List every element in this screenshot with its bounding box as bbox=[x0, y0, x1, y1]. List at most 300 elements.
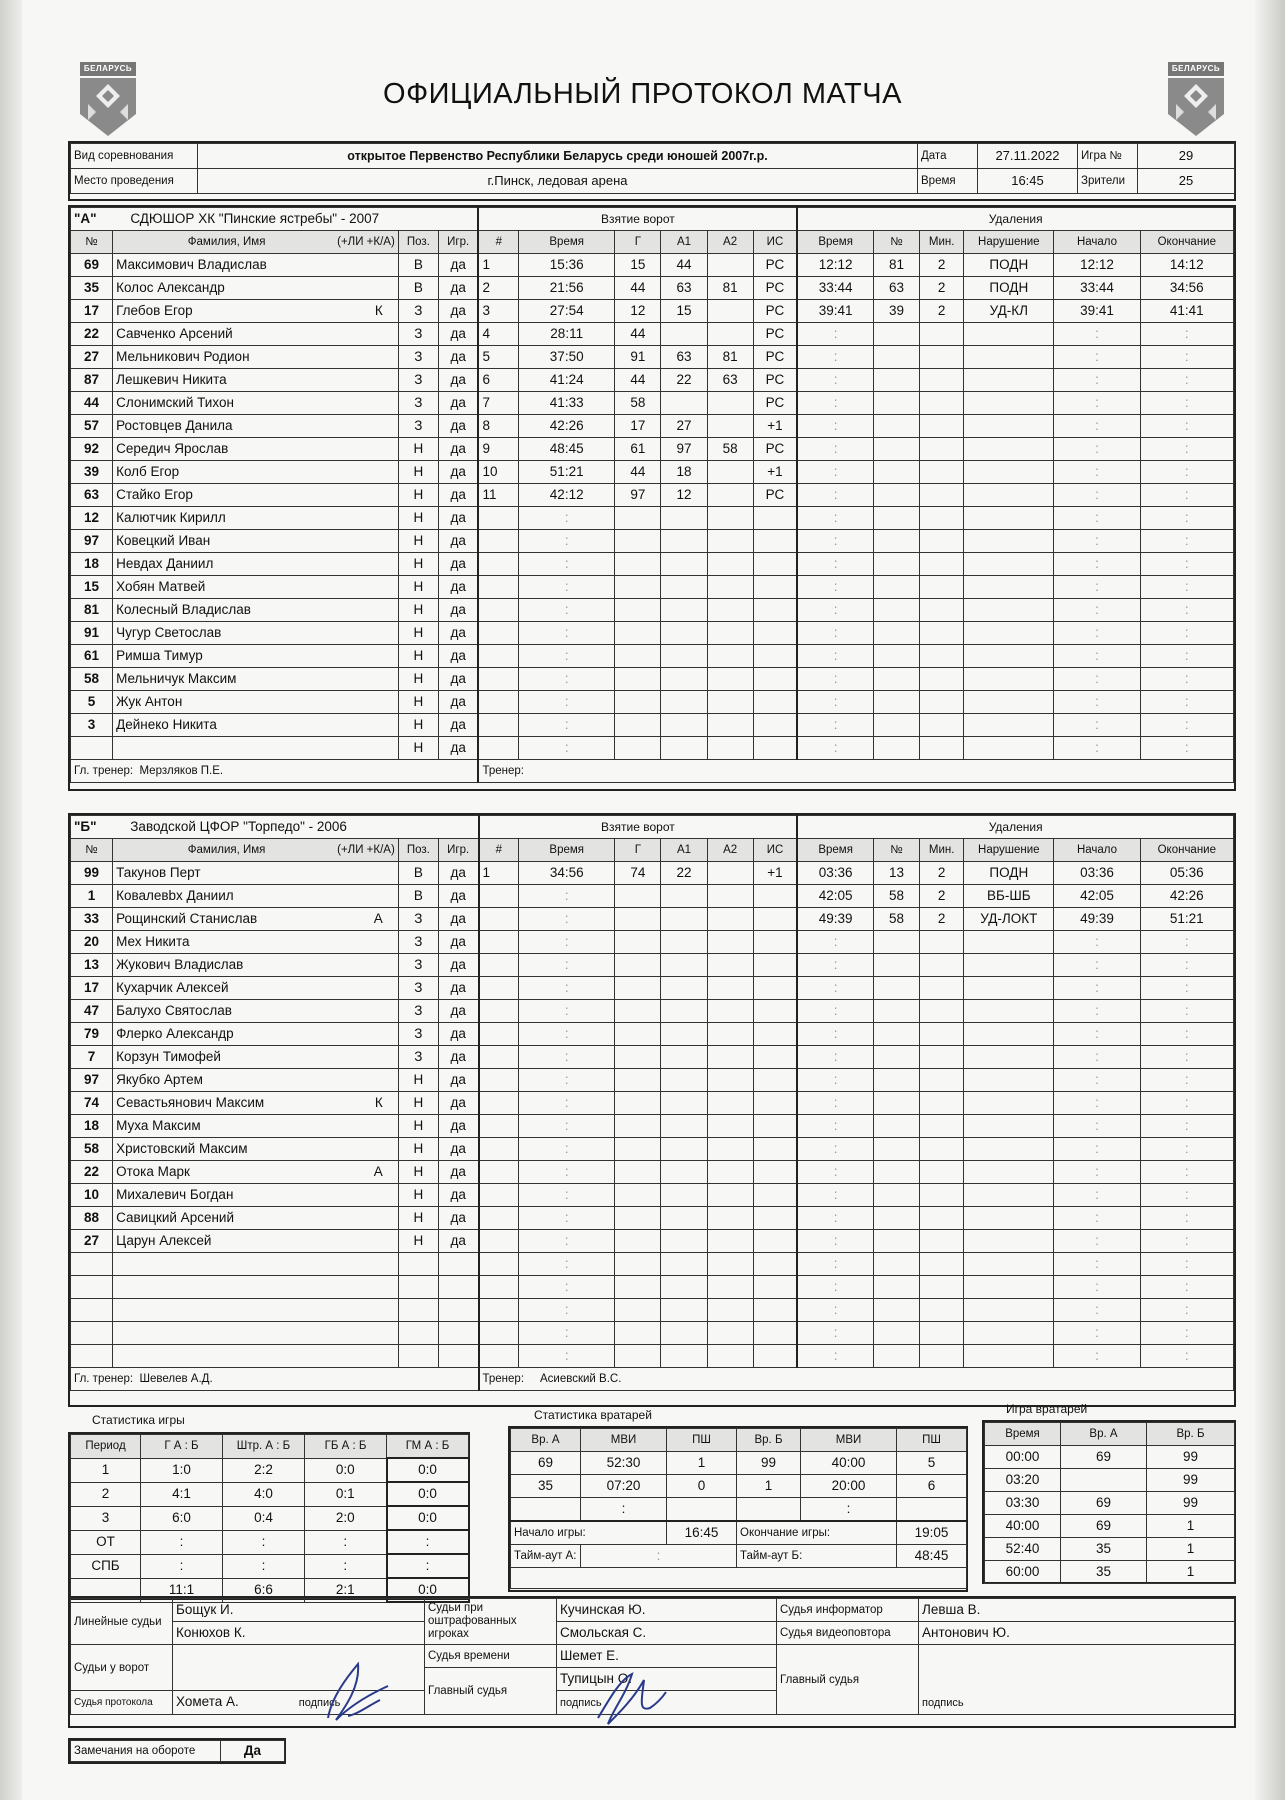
goal-time: 48:45 bbox=[519, 438, 615, 461]
player-pos: З bbox=[398, 323, 438, 346]
game-stats-cell: 2:1 bbox=[305, 1578, 387, 1602]
player-pos: В bbox=[398, 277, 438, 300]
player-played: да bbox=[438, 277, 478, 300]
goal-a1: 63 bbox=[661, 277, 707, 300]
video-judge-label: Судья видеоповтора bbox=[777, 1622, 919, 1645]
goalie-stats-title: Статистика вратарей bbox=[534, 1408, 652, 1422]
remarks-label: Замечания на обороте bbox=[71, 1741, 221, 1762]
player-row: 74 Севастьянович Максим К Н да : : : : bbox=[71, 1092, 1234, 1115]
goals-title: Взятие ворот bbox=[479, 816, 798, 839]
timeout-a-label: Тайм-аут А: bbox=[511, 1545, 581, 1568]
player-played: да bbox=[438, 622, 478, 645]
player-number: 58 bbox=[71, 668, 113, 691]
penalty-violation: УД-ЛОКТ bbox=[964, 908, 1054, 931]
goalie-play-cell: 1 bbox=[1147, 1538, 1235, 1561]
goalie-stats-cell: 07:20 bbox=[581, 1475, 667, 1498]
goalie-play-row bbox=[985, 1492, 1235, 1515]
scorekeeper: Хомета А. bbox=[176, 1694, 239, 1709]
player-pos: Н bbox=[398, 1184, 438, 1207]
player-pos: Н bbox=[398, 668, 438, 691]
game-stats-title: Статистика игры bbox=[92, 1413, 185, 1427]
goalie-play-header: Время bbox=[985, 1423, 1061, 1446]
goalie-stats-cell: 1 bbox=[667, 1452, 737, 1475]
player-name: Жук Антон bbox=[116, 694, 183, 709]
player-pos bbox=[398, 1345, 438, 1368]
player-number: 5 bbox=[71, 691, 113, 714]
player-name: Колесный Владислав bbox=[116, 602, 251, 617]
player-row: 97 Якубко Артем Н да : : : : bbox=[71, 1069, 1234, 1092]
penalty-start: 39:41 bbox=[1054, 300, 1140, 323]
penalty-end: 14:12 bbox=[1140, 254, 1233, 277]
player-number: 20 bbox=[71, 931, 113, 954]
player-row: 39 Колб Егор Н да 10 51:21 44 18 +1 : : : bbox=[71, 461, 1234, 484]
player-row bbox=[71, 300, 1234, 323]
player-pos bbox=[398, 1299, 438, 1322]
player-pos: З bbox=[398, 954, 438, 977]
player-pos: Н bbox=[398, 622, 438, 645]
player-row: 27 Царун Алексей Н да : : : : bbox=[71, 1230, 1234, 1253]
date-label: Дата bbox=[918, 144, 978, 169]
goal-g: 44 bbox=[615, 323, 661, 346]
game-stats-cell: 2:0 bbox=[305, 1506, 387, 1530]
penalty-violation: ВБ-ШБ bbox=[964, 885, 1054, 908]
player-played: да bbox=[438, 1115, 478, 1138]
player-number: 27 bbox=[71, 1230, 113, 1253]
goal-number: 1 bbox=[479, 862, 519, 885]
goalie-play-cell: 40:00 bbox=[985, 1515, 1061, 1538]
player-played: да bbox=[438, 1230, 478, 1253]
player-name: Якубко Артем bbox=[116, 1072, 203, 1087]
time-value: 16:45 bbox=[978, 169, 1078, 194]
goal-is: РС bbox=[753, 254, 797, 277]
penalty-end: 42:26 bbox=[1140, 885, 1233, 908]
player-name: Отока Марк bbox=[116, 1164, 190, 1179]
player-row bbox=[71, 254, 1234, 277]
goalie-play-cell: 03:20 bbox=[985, 1469, 1061, 1492]
player-pos: З bbox=[398, 1000, 438, 1023]
player-name: Христовский Максим bbox=[116, 1141, 248, 1156]
player-row: 47 Балухо Святослав З да : : : : bbox=[71, 1000, 1234, 1023]
goal-a1: 97 bbox=[661, 438, 707, 461]
player-row: 63 Стайко Егор Н да 11 42:12 97 12 РС : : : bbox=[71, 484, 1234, 507]
venue-value: г.Пинск, ледовая арена bbox=[198, 169, 918, 194]
player-number bbox=[71, 1276, 113, 1299]
player-pos: Н bbox=[398, 438, 438, 461]
game-stats-cell: 0:0 bbox=[387, 1578, 469, 1602]
goal-is: РС bbox=[753, 369, 797, 392]
goal-number: 5 bbox=[478, 346, 518, 369]
linesmen-label: Линейные судьи bbox=[71, 1599, 173, 1645]
player-name: Глебов Егор bbox=[116, 303, 193, 318]
goal-number: 9 bbox=[478, 438, 518, 461]
competition-value: открытое Первенство Республики Беларусь среди юношей 2007г.р. bbox=[198, 144, 918, 169]
team-letter: "Б" bbox=[74, 819, 97, 834]
goal-is: РС bbox=[753, 438, 797, 461]
team-name: Заводской ЦФОР "Торпедо" - 2006 bbox=[130, 819, 347, 834]
player-pos: З bbox=[398, 1023, 438, 1046]
player-row: 57 Ростовцев Данила З да 8 42:26 17 27 +1 : : : bbox=[71, 415, 1234, 438]
goalie-play-row bbox=[985, 1538, 1235, 1561]
penalty-end: 34:56 bbox=[1140, 277, 1233, 300]
goal-number: 6 bbox=[478, 369, 518, 392]
penalties-title: Удаления bbox=[797, 208, 1233, 231]
player-played: да bbox=[438, 737, 478, 760]
player-row bbox=[71, 862, 1234, 885]
player-name: Чугур Светослав bbox=[116, 625, 222, 640]
player-played: да bbox=[438, 438, 478, 461]
player-pos: Н bbox=[398, 645, 438, 668]
goal-number: 3 bbox=[478, 300, 518, 323]
penalty-start: 12:12 bbox=[1054, 254, 1140, 277]
game-stats-cell: 0:0 bbox=[387, 1482, 469, 1506]
player-row: 22 Отока Марк А Н да : : : : bbox=[71, 1161, 1234, 1184]
player-pos: Н bbox=[398, 714, 438, 737]
goal-a1 bbox=[661, 323, 707, 346]
game-stats-table bbox=[68, 1432, 470, 1600]
coach-name: Мерзляков П.Е. bbox=[139, 765, 224, 777]
player-pos: Н bbox=[398, 599, 438, 622]
col-goal-is: ИС bbox=[753, 231, 797, 254]
penalty-violation: УД-КЛ bbox=[964, 300, 1054, 323]
goalie-play-cell: 60:00 bbox=[985, 1561, 1061, 1584]
game-start: 16:45 bbox=[667, 1521, 737, 1545]
player-row: 79 Флерко Александр З да : : : : bbox=[71, 1023, 1234, 1046]
game-stats-cell: СПБ bbox=[71, 1554, 141, 1578]
remarks-value: Да bbox=[221, 1741, 285, 1762]
game-stats-header: Г А : Б bbox=[141, 1435, 223, 1459]
player-pos: Н bbox=[398, 507, 438, 530]
player-played: да bbox=[438, 300, 478, 323]
goal-g: 15 bbox=[615, 254, 661, 277]
player-pos: Н bbox=[398, 1115, 438, 1138]
penalty-no: 39 bbox=[873, 300, 919, 323]
player-row: 5 Жук Антон Н да : : : : bbox=[71, 691, 1234, 714]
competition-label: Вид соревнования bbox=[71, 144, 198, 169]
goalie-play-header: Вр. Б bbox=[1147, 1423, 1235, 1446]
penalty-judge-1: Кучинская Ю. bbox=[557, 1599, 777, 1622]
signature-label-3: подпись bbox=[922, 1697, 964, 1709]
coach-label: Гл. тренер: bbox=[74, 765, 134, 777]
goal-time: 51:21 bbox=[519, 461, 615, 484]
player-number: 7 bbox=[71, 1046, 113, 1069]
col-name: Фамилия, Имя bbox=[187, 236, 266, 248]
player-number: 17 bbox=[71, 300, 113, 323]
player-played: да bbox=[438, 461, 478, 484]
goal-a2 bbox=[707, 254, 753, 277]
game-stats-header: ГБ А : Б bbox=[305, 1435, 387, 1459]
goal-g: 97 bbox=[615, 484, 661, 507]
player-row: 61 Римша Тимур Н да : : : : bbox=[71, 645, 1234, 668]
goalie-stats-header: Вр. Б bbox=[737, 1429, 801, 1452]
player-mark: А bbox=[373, 1164, 383, 1179]
game-stats-row bbox=[71, 1458, 469, 1482]
player-row: 92 Середич Ярослав Н да 9 48:45 61 97 58 РС : : : bbox=[71, 438, 1234, 461]
goal-number: 4 bbox=[478, 323, 518, 346]
player-number: 99 bbox=[71, 862, 113, 885]
player-number bbox=[71, 1322, 113, 1345]
goal-a1: 12 bbox=[661, 484, 707, 507]
timeout-b-label: Тайм-аут Б: bbox=[737, 1545, 897, 1568]
player-name: Савченко Арсений bbox=[116, 326, 233, 341]
player-row: 15 Хобян Матвей Н да : : : : bbox=[71, 576, 1234, 599]
scorekeeper-label: Судья протокола bbox=[71, 1691, 173, 1715]
goalie-play-title: Игра вратарей bbox=[1006, 1402, 1088, 1416]
player-played: да bbox=[438, 553, 478, 576]
game-stats-cell: 0:0 bbox=[387, 1506, 469, 1530]
player-pos bbox=[398, 1322, 438, 1345]
penalty-violation: ПОДН bbox=[964, 277, 1054, 300]
player-name: Стайко Егор bbox=[116, 487, 193, 502]
player-played: да bbox=[438, 668, 478, 691]
player-number: 44 bbox=[71, 392, 113, 415]
signature-label-1: подпись bbox=[298, 1697, 341, 1709]
player-name: Хобян Матвей bbox=[116, 579, 206, 594]
player-name: Колб Егор bbox=[116, 464, 180, 479]
player-row: 1 Ковалевbх Даниил В да : 42:05 58 2 ВБ-ШБ 42:05 42:26 bbox=[71, 885, 1234, 908]
player-pos: Н bbox=[398, 461, 438, 484]
col-played: Игр. bbox=[438, 839, 478, 862]
goalie-stats-cell bbox=[737, 1498, 801, 1522]
coach-label: Гл. тренер: bbox=[74, 1373, 134, 1385]
goal-is: +1 bbox=[753, 862, 797, 885]
goal-number: 8 bbox=[478, 415, 518, 438]
player-played: да bbox=[438, 1046, 478, 1069]
goalie-stats-row bbox=[511, 1452, 967, 1475]
penalty-start: 49:39 bbox=[1054, 908, 1140, 931]
referee: Тупицын О. bbox=[557, 1668, 777, 1691]
goalie-play-header: Вр. А bbox=[1061, 1423, 1147, 1446]
col-name: Фамилия, Имя bbox=[187, 844, 266, 856]
goalie-stats-header: МВИ bbox=[581, 1429, 667, 1452]
goalie-stats-cell: 35 bbox=[511, 1475, 581, 1498]
player-pos: З bbox=[398, 392, 438, 415]
player-row: 13 Жукович Владислав З да : : : : bbox=[71, 954, 1234, 977]
goalie-stats-header: Вр. А bbox=[511, 1429, 581, 1452]
goalie-play-row bbox=[985, 1561, 1235, 1584]
col-pen-violation: Нарушение bbox=[964, 839, 1054, 862]
goal-time: 34:56 bbox=[519, 862, 615, 885]
player-played: да bbox=[438, 1092, 478, 1115]
player-number: 33 bbox=[71, 908, 113, 931]
player-number: 92 bbox=[71, 438, 113, 461]
game-stats-cell: 4:0 bbox=[223, 1482, 305, 1506]
player-pos: Н bbox=[398, 1138, 438, 1161]
date-value: 27.11.2022 bbox=[978, 144, 1078, 169]
col-played: Игр. bbox=[438, 231, 478, 254]
goalie-play-table bbox=[982, 1420, 1236, 1584]
player-number bbox=[71, 1299, 113, 1322]
goalie-play-cell bbox=[1061, 1469, 1147, 1492]
linesman-2: Конюхов К. bbox=[173, 1622, 425, 1645]
spectators-value: 25 bbox=[1138, 169, 1235, 194]
signature-scribble-1 bbox=[318, 1656, 398, 1726]
goalie-stats-table bbox=[508, 1426, 968, 1592]
goalie-stats-header: ПШ bbox=[897, 1429, 967, 1452]
player-row: 81 Колесный Владислав Н да : : : : bbox=[71, 599, 1234, 622]
player-name: Ковецкий Иван bbox=[116, 533, 211, 548]
player-name: Максимович Владислав bbox=[116, 257, 267, 272]
goalie-play-cell: 99 bbox=[1147, 1492, 1235, 1515]
goalie-play-cell: 1 bbox=[1147, 1515, 1235, 1538]
player-row: 20 Мех Никита З да : : : : bbox=[71, 931, 1234, 954]
goalie-stats-row bbox=[511, 1498, 967, 1522]
goals-title: Взятие ворот bbox=[478, 208, 797, 231]
player-played: да bbox=[438, 1184, 478, 1207]
penalty-min: 2 bbox=[920, 885, 964, 908]
player-name: Ростовцев Данила bbox=[116, 418, 233, 433]
col-name-extra: (+ЛИ +К/А) bbox=[337, 236, 395, 248]
col-pen-time: Время bbox=[797, 231, 873, 254]
goal-number: 10 bbox=[478, 461, 518, 484]
player-row: 22 Савченко Арсений З да 4 28:11 44 РС : : : bbox=[71, 323, 1234, 346]
goal-is: РС bbox=[753, 346, 797, 369]
col-goal-a2: А2 bbox=[707, 839, 753, 862]
goal-a1: 22 bbox=[661, 862, 707, 885]
goal-time: 42:12 bbox=[519, 484, 615, 507]
player-pos: Н bbox=[398, 691, 438, 714]
game-stats-row bbox=[71, 1530, 469, 1554]
game-stats-cell: ОТ bbox=[71, 1530, 141, 1554]
player-pos: З bbox=[398, 908, 438, 931]
goal-a2 bbox=[707, 461, 753, 484]
goal-a2 bbox=[707, 392, 753, 415]
paper-edge-left bbox=[0, 0, 22, 1800]
goalie-play-cell: 52:40 bbox=[985, 1538, 1061, 1561]
penalty-time: 12:12 bbox=[797, 254, 873, 277]
goalie-play-cell: 35 bbox=[1061, 1561, 1147, 1584]
player-number: 1 bbox=[71, 885, 113, 908]
goalie-play-row bbox=[985, 1515, 1235, 1538]
player-pos: Н bbox=[398, 1092, 438, 1115]
player-played bbox=[438, 1299, 478, 1322]
player-name: Дейнеко Никита bbox=[116, 717, 217, 732]
goal-a2 bbox=[707, 300, 753, 323]
penalty-time: 03:36 bbox=[797, 862, 873, 885]
goalie-stats-row bbox=[511, 1475, 967, 1498]
penalty-start: 42:05 bbox=[1054, 885, 1140, 908]
goal-g: 44 bbox=[615, 277, 661, 300]
player-pos: З bbox=[398, 415, 438, 438]
player-row: 97 Ковецкий Иван Н да : : : : bbox=[71, 530, 1234, 553]
player-played: да bbox=[438, 1207, 478, 1230]
player-pos: З bbox=[398, 346, 438, 369]
player-pos: В bbox=[398, 254, 438, 277]
player-played: да bbox=[438, 1000, 478, 1023]
game-stats-cell: : bbox=[305, 1530, 387, 1554]
goalie-play-cell: 1 bbox=[1147, 1561, 1235, 1584]
game-stats-row bbox=[71, 1482, 469, 1506]
goal-g: 17 bbox=[615, 415, 661, 438]
col-goal-is: ИС bbox=[753, 839, 797, 862]
player-name: Колос Александр bbox=[116, 280, 225, 295]
goalie-stats-cell: 5 bbox=[897, 1452, 967, 1475]
timeout-a: : bbox=[581, 1545, 737, 1568]
player-row: : : : : bbox=[71, 1253, 1234, 1276]
player-pos: З bbox=[398, 300, 438, 323]
goalie-play-row bbox=[985, 1469, 1235, 1492]
player-row: 17 Кухарчик Алексей З да : : : : bbox=[71, 977, 1234, 1000]
player-played: да bbox=[438, 885, 478, 908]
player-pos: З bbox=[398, 369, 438, 392]
player-pos: Н bbox=[398, 576, 438, 599]
penalty-time: 33:44 bbox=[797, 277, 873, 300]
goalie-play-cell: 99 bbox=[1147, 1446, 1235, 1469]
player-pos: З bbox=[398, 977, 438, 1000]
penalty-min: 2 bbox=[920, 862, 964, 885]
col-pen-start: Начало bbox=[1054, 839, 1140, 862]
goalie-play-cell: 99 bbox=[1147, 1469, 1235, 1492]
player-name: Царун Алексей bbox=[116, 1233, 212, 1248]
col-pen-end: Окончание bbox=[1140, 839, 1233, 862]
game-end-label: Окончание игры: bbox=[737, 1521, 897, 1545]
player-number bbox=[71, 737, 113, 760]
player-row: 58 Христовский Максим Н да : : : : bbox=[71, 1138, 1234, 1161]
player-row: 12 Калютчик Кирилл Н да : : : : bbox=[71, 507, 1234, 530]
goal-a1 bbox=[661, 392, 707, 415]
goal-a2 bbox=[707, 323, 753, 346]
trainer-label: Тренер: bbox=[482, 765, 524, 777]
player-number: 39 bbox=[71, 461, 113, 484]
player-played: да bbox=[438, 714, 478, 737]
goal-a2 bbox=[707, 415, 753, 438]
player-number: 79 bbox=[71, 1023, 113, 1046]
col-pen-end: Окончание bbox=[1140, 231, 1233, 254]
goalie-stats-cell: 69 bbox=[511, 1452, 581, 1475]
player-pos: Н bbox=[398, 737, 438, 760]
player-row: 44 Слонимский Тихон З да 7 41:33 58 РС : : : bbox=[71, 392, 1234, 415]
player-name: Лешкевич Никита bbox=[116, 372, 227, 387]
player-played: да bbox=[438, 346, 478, 369]
player-name: Михалевич Богдан bbox=[116, 1187, 234, 1202]
page-title: ОФИЦИАЛЬНЫЙ ПРОТОКОЛ МАТЧА bbox=[383, 78, 902, 110]
goal-a2: 81 bbox=[707, 277, 753, 300]
game-stats-cell: : bbox=[223, 1554, 305, 1578]
player-pos: В bbox=[398, 862, 438, 885]
goal-a1: 44 bbox=[661, 254, 707, 277]
player-row: : : : : bbox=[71, 1299, 1234, 1322]
col-pen-min: Мин. bbox=[920, 839, 964, 862]
player-number: 3 bbox=[71, 714, 113, 737]
player-name: Такунов Перт bbox=[116, 865, 201, 880]
player-row: 87 Лешкевич Никита З да 6 41:24 44 22 63 РС : : : bbox=[71, 369, 1234, 392]
info-judge: Левша В. bbox=[919, 1599, 1235, 1622]
goal-is: РС bbox=[753, 392, 797, 415]
player-name: Корзун Тимофей bbox=[116, 1049, 221, 1064]
goal-is: +1 bbox=[753, 415, 797, 438]
player-row: 10 Михалевич Богдан Н да : : : : bbox=[71, 1184, 1234, 1207]
player-name: Мельникович Родион bbox=[116, 349, 250, 364]
goal-a1: 27 bbox=[661, 415, 707, 438]
goalie-stats-header: ПШ bbox=[667, 1429, 737, 1452]
player-name: Невдах Даниил bbox=[116, 556, 214, 571]
col-pen-violation: Нарушение bbox=[964, 231, 1054, 254]
timekeeper: Шемет Е. bbox=[557, 1645, 777, 1668]
goal-g: 74 bbox=[615, 862, 661, 885]
goal-a2: 58 bbox=[707, 438, 753, 461]
penalty-min: 2 bbox=[920, 300, 964, 323]
goalie-play-cell: 35 bbox=[1061, 1538, 1147, 1561]
player-row: 7 Корзун Тимофей З да : : : : bbox=[71, 1046, 1234, 1069]
timekeeper-label: Судья времени bbox=[425, 1645, 557, 1668]
player-played: да bbox=[438, 576, 478, 599]
player-row: : : : : bbox=[71, 1322, 1234, 1345]
game-stats-header: ГМ А : Б bbox=[387, 1435, 469, 1459]
player-number: 97 bbox=[71, 530, 113, 553]
player-played: да bbox=[438, 977, 478, 1000]
col-pen-time: Время bbox=[797, 839, 873, 862]
player-name: Савицкий Арсений bbox=[116, 1210, 234, 1225]
col-no: № bbox=[71, 231, 113, 254]
